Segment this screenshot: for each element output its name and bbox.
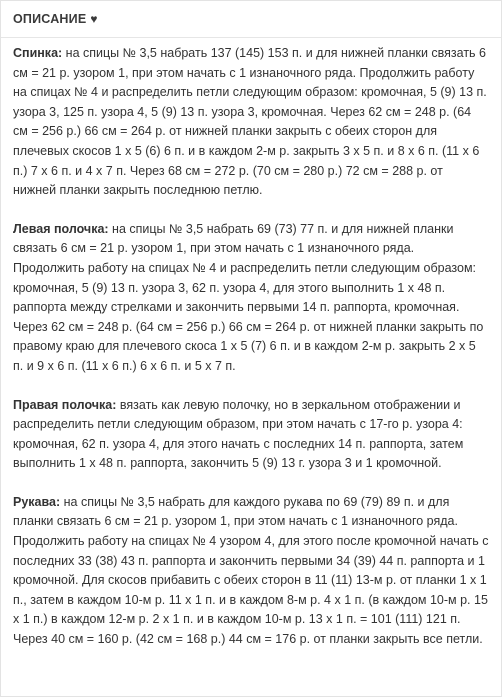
section-text: вязать как левую полочку, но в зеркальном отображении и распределить петли следующим образом, при этом начать с 17-го р. узора 4: кромочная, 62 п. узора 4, для этого начать с последних 14 п. раппорта, затем выполнить 1 х 48 п. раппорта, закончить 5 (9) 13 г. узора 3 и 1 кромочной. <box>13 397 464 471</box>
section-title: Спинка: <box>13 46 63 60</box>
description-content <box>1 38 501 650</box>
section-title: Рукава: <box>13 494 61 509</box>
section-right-front <box>13 396 489 474</box>
section-left-front <box>13 220 489 377</box>
section-title: Правая полочка: <box>13 397 117 412</box>
heart-icon: ♥ <box>90 12 98 26</box>
section-text: на спицы № 3,5 набрать 69 (73) 77 п. и для нижней планки связать 6 см = 21 р. узором 1, при этом начать с 1 изнаночного ряда. Продолжить работу на спицах № 4 и распределить петли следующим образом: кромочная, 5 (9) 13 п. узора 3, 62 п. узора 4, для этого выполнить 1 х 48 п. раппорта между стрелками и закончить первыми 14 п. раппорта, кромочная. Через 62 см = 248 р. (64 см = 256 р.) 66 см = 264 р. от нижней планки закрыть по правому краю для плечевого скоса 1 х 5 (7) 6 п. и в каждом 2-м р. закрыть 2 х 5 п. и 9 х 6 п. (11 х 6 п.) 6 х 6 п. и 5 х 7 п. <box>13 221 484 373</box>
section-text: на спицы № 3,5 набрать 137 (145) 153 п. и для нижней планки связать 6 см = 21 р. узором 1, при этом начать с 1 изнаночного ряда. Продолжить работу на спицах № 4 и распределить петли следующим образом: кромочная, 5 (9) 13 п. узора 3, 125 п. узора 4, 5 (9) 13 п. узора 3, кромочная. Через 62 см = 248 р. (64 см = 256 р.) 66 см = 264 р. от нижней планки закрыть с обеих сторон для плечевых скосов 1 х 5 (6) 6 п. и в каждом 2-м р. закрыть 3 х 5 п. и 8 х 6 п. (11 х 6 п.) 7 х 6 п. и 4 х 7 п. Через 68 см = 272 р. (70 см = 280 р.) 72 см = 288 р. от нижней планки закрыть последнюю петлю. <box>13 46 487 198</box>
section-title: Левая полочка: <box>13 221 109 236</box>
description-header <box>1 1 501 38</box>
section-text: на спицы № 3,5 набрать для каждого рукава по 69 (79) 89 п. и для планки связать 6 см = 21 р. узором 1, при этом начать с 1 изнаночного ряда. Продолжить работу на спицах № 4 узором 4, для этого после кромочной начать с последних 33 (38) 43 п. раппорта и закончить первыми 34 (39) 44 п. раппорта и 1 кромочной. Для скосов прибавить с обеих сторон в 11 (11) 13-м р. от планки 1 х 1 п., затем в каждом 10-м р. 11 х 1 п. и в каждом 8-м р. 4 х 1 п. (в каждом 10-м р. 15 х 1 п.) в каждом 12-м р. 2 х 1 п. и в каждом 10-м р. 13 х 1 п. = 101 (111) 121 п. Через 40 см = 160 р. (42 см = 168 р.) 44 см = 176 р. от планки закрыть все петли. <box>13 494 489 647</box>
header-title: ОПИСАНИЕ <box>13 12 87 26</box>
section-sleeves <box>13 493 489 650</box>
section-back <box>13 44 489 201</box>
